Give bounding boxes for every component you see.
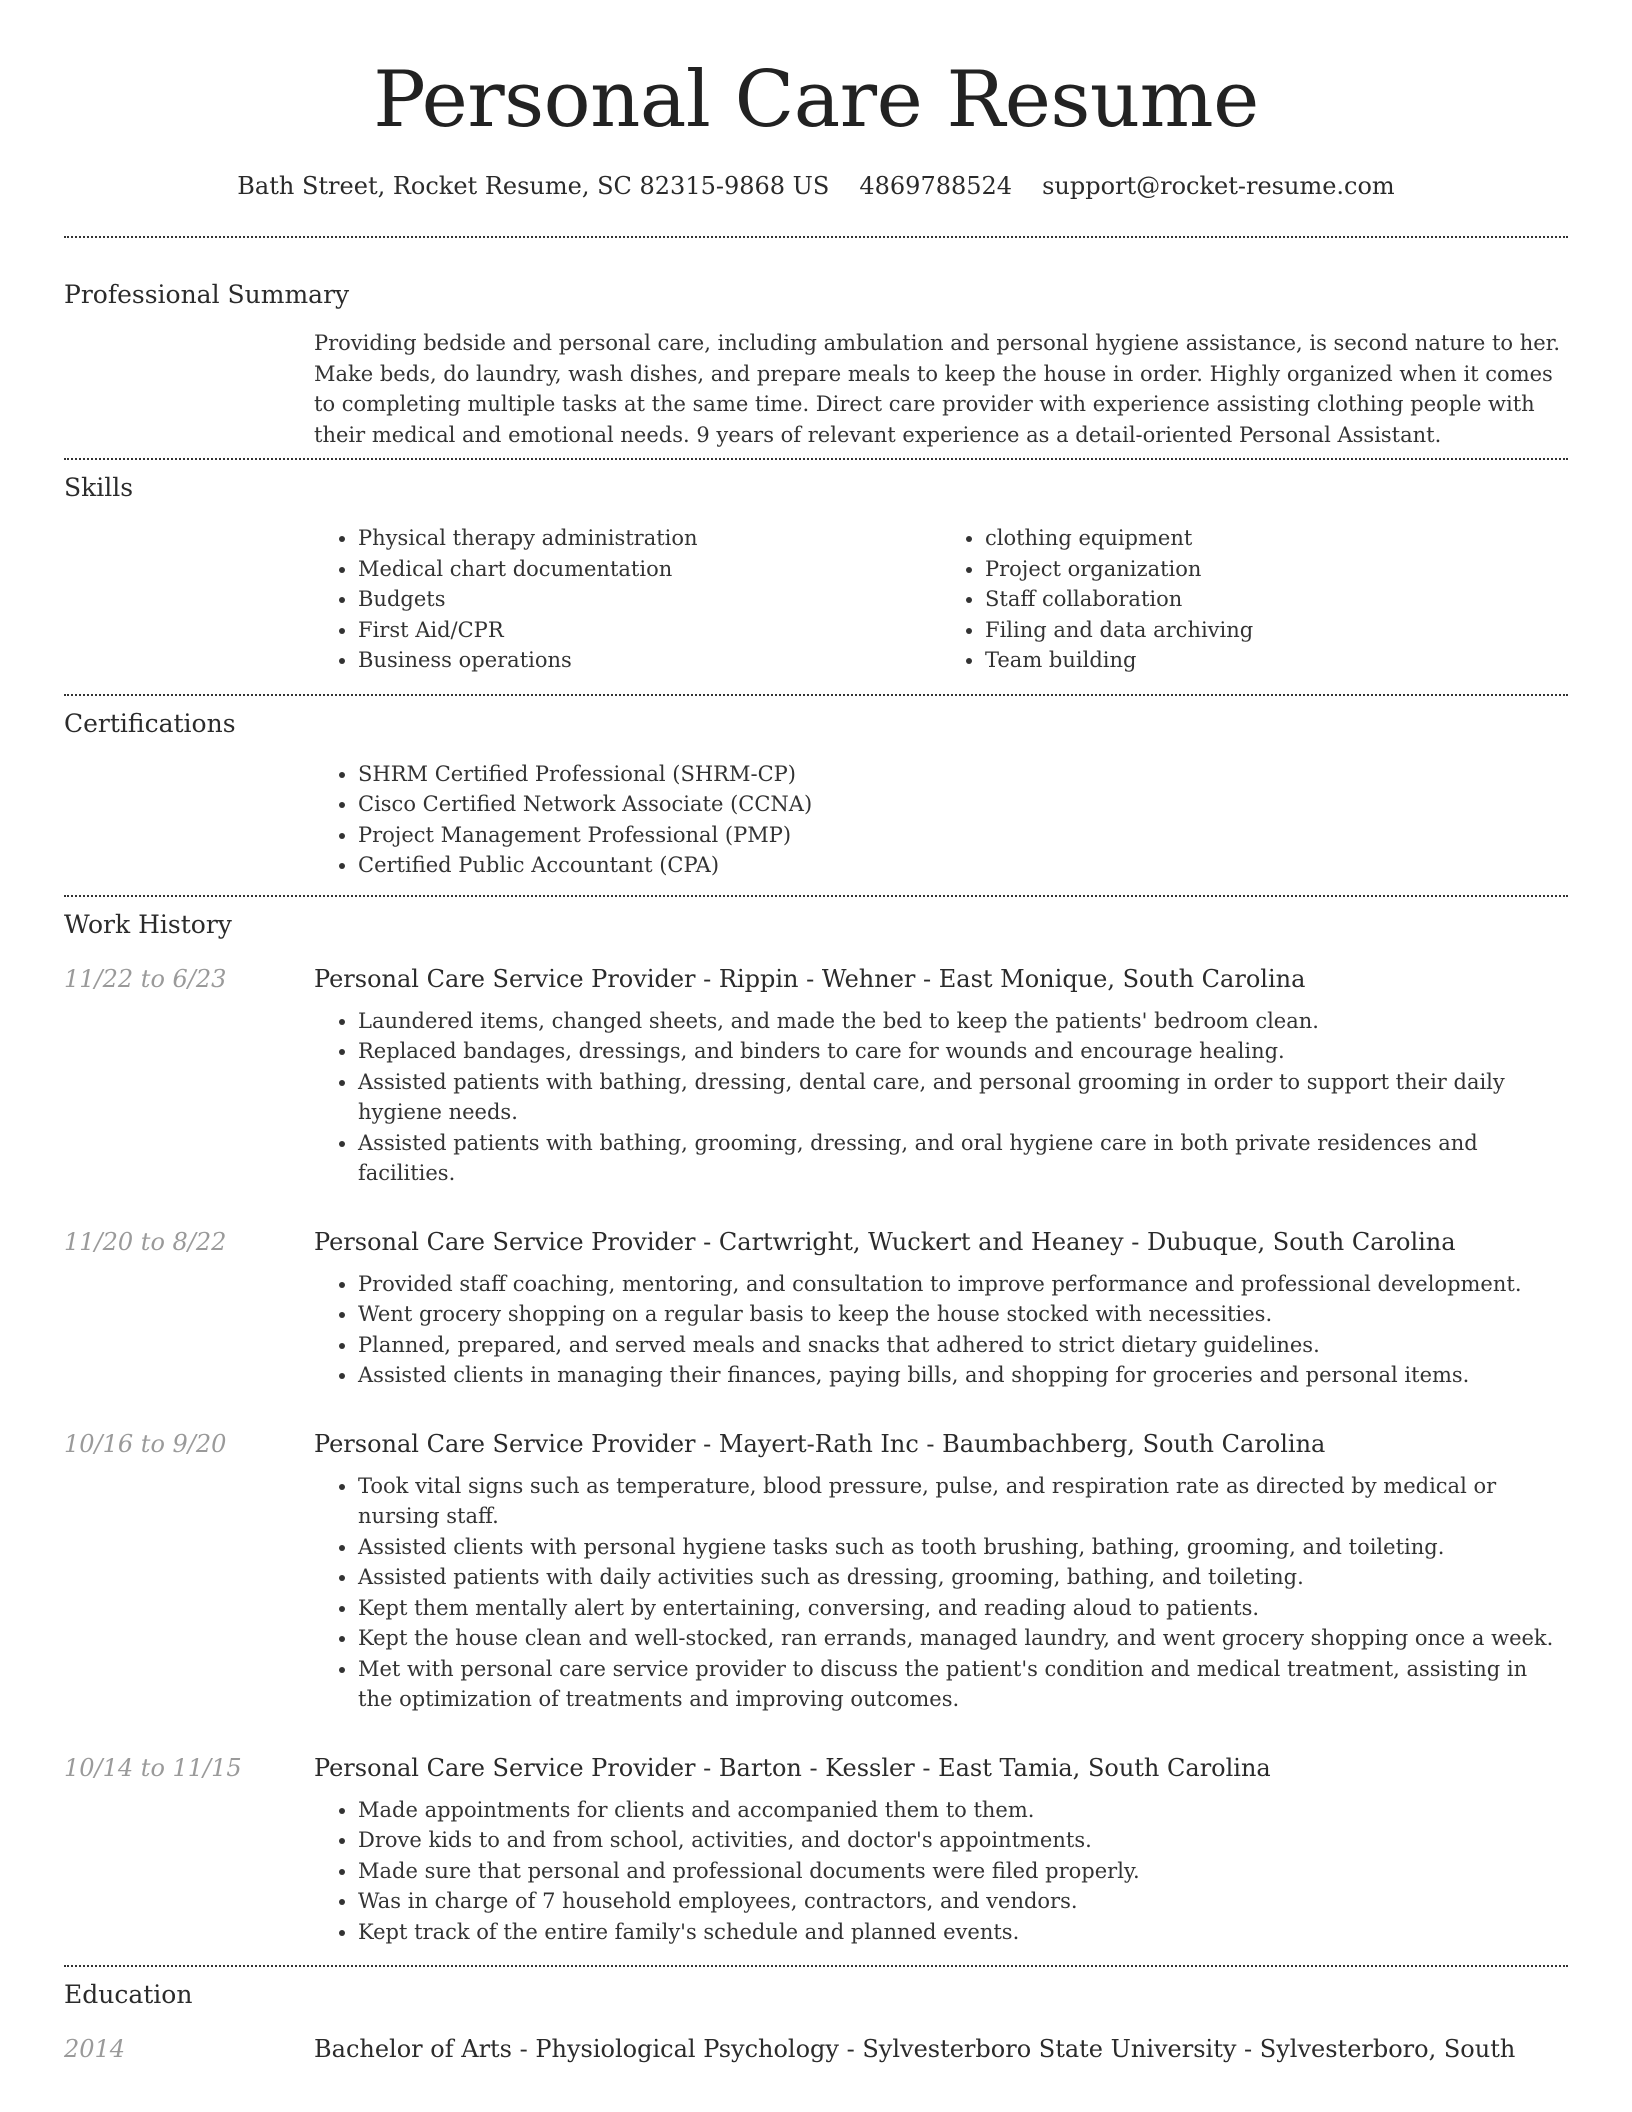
- job-bullet: • Made appointments for clients and accompanied them to them.: [358, 1795, 1568, 1826]
- skill-item: • Physical therapy administration: [358, 523, 941, 554]
- job-bullet: • Laundered items, changed sheets, and made the bed to keep the patients' bedroom clean.: [358, 1006, 1568, 1037]
- job-dates: 10/14 to 11/15: [64, 1753, 242, 1782]
- job-bullet: • Met with personal care service provider to discuss the patient's condition and medical treatment, assisting in the optimization of treatments and improving outcomes.: [358, 1654, 1568, 1715]
- certification-item: • SHRM Certified Professional (SHRM-CP): [358, 759, 1568, 790]
- education-heading: Education: [64, 1980, 193, 2009]
- job-title: Personal Care Service Provider - Cartwright, Wuckert and Heaney - Dubuque, South Carolina: [314, 1227, 1456, 1256]
- education-section: [64, 1967, 1568, 2066]
- skill-item: • Medical chart documentation: [358, 554, 941, 585]
- job-bullets: [314, 1269, 1568, 1391]
- job-bullet: • Made sure that personal and professional documents were filed properly.: [358, 1856, 1568, 1887]
- job-bullet: • Kept track of the entire family's schedule and planned events.: [358, 1917, 1568, 1948]
- job-dates: 11/20 to 8/22: [64, 1227, 227, 1256]
- skill-item: • Team building: [985, 645, 1568, 676]
- job-bullets: [314, 1006, 1568, 1189]
- job-bullet: • Kept the house clean and well-stocked, ran errands, managed laundry, and went grocery shopping once a week.: [358, 1623, 1568, 1654]
- skill-item: • Budgets: [358, 584, 941, 615]
- certifications-list: [314, 759, 1568, 881]
- education-title: Bachelor of Arts - Physiological Psychology - Sylvesterboro State University - Sylvesterboro, South: [314, 2035, 1516, 2063]
- certifications-heading: Certifications: [64, 708, 236, 738]
- certification-item: • Certified Public Accountant (CPA): [358, 850, 1568, 881]
- job-dates: 10/16 to 9/20: [64, 1429, 227, 1458]
- skills-heading: Skills: [64, 473, 134, 502]
- skills-column-right: [941, 523, 1568, 676]
- job-bullet: • Assisted clients in managing their finances, paying bills, and shopping for groceries and personal items.: [358, 1360, 1568, 1391]
- job-bullet: • Assisted patients with daily activities such as dressing, grooming, bathing, and toileting.: [358, 1562, 1568, 1593]
- education-dates: 2014: [64, 2035, 126, 2063]
- certification-item: • Project Management Professional (PMP): [358, 820, 1568, 851]
- page-title: Personal Care Resume: [373, 55, 1259, 145]
- skill-item: • Business operations: [358, 645, 941, 676]
- skill-item: • clothing equipment: [985, 523, 1568, 554]
- job-bullet: • Assisted clients with personal hygiene tasks such as tooth brushing, bathing, grooming, and toileting.: [358, 1532, 1568, 1563]
- resume-page: [64, 0, 1568, 2066]
- job-dates: 11/22 to 6/23: [64, 964, 227, 993]
- certification-item: • Cisco Certified Network Associate (CCNA): [358, 789, 1568, 820]
- job-bullet: • Went grocery shopping on a regular basis to keep the house stocked with necessities.: [358, 1299, 1568, 1330]
- summary-text: Providing bedside and personal care, including ambulation and personal hygiene assistance, is second nature to her. Make beds, do laundry, wash dishes, and prepare meals to keep the house in order. Highly organized when it comes to completing multiple tasks at the same time. Direct care provider with experience assisting clothing people with their medical and emotional needs. 9 years of relevant experience as a detail-oriented Personal Assistant.: [314, 331, 1561, 447]
- job-bullet: • Kept them mentally alert by entertaining, conversing, and reading aloud to patients.: [358, 1593, 1568, 1624]
- job-bullet: • Was in charge of 7 household employees, contractors, and vendors.: [358, 1886, 1568, 1917]
- job-bullet: • Planned, prepared, and served meals and snacks that adhered to strict dietary guidelines.: [358, 1330, 1568, 1361]
- job-entry: [64, 1225, 1568, 1391]
- work-history-heading: Work History: [64, 909, 232, 939]
- skill-item: • Filing and data archiving: [985, 615, 1568, 646]
- contact-line: [64, 170, 1568, 202]
- job-bullet: • Assisted patients with bathing, dressing, dental care, and personal grooming in order to support their daily hygiene needs.: [358, 1067, 1568, 1128]
- contact-address: Bath Street, Rocket Resume, SC 82315-9868 US: [237, 172, 830, 200]
- job-bullet: • Drove kids to and from school, activities, and doctor's appointments.: [358, 1825, 1568, 1856]
- work-history-section: [64, 897, 1568, 1966]
- job-bullets: [314, 1795, 1568, 1948]
- summary-heading: Professional Summary: [64, 280, 350, 309]
- skills-section: [64, 460, 1568, 694]
- skill-item: • Project organization: [985, 554, 1568, 585]
- job-entry: [64, 1751, 1568, 1948]
- job-title: Personal Care Service Provider - Rippin - Wehner - East Monique, South Carolina: [314, 964, 1306, 993]
- contact-phone: 4869788524: [859, 172, 1013, 200]
- skill-item: • First Aid/CPR: [358, 615, 941, 646]
- job-entry: [64, 962, 1568, 1189]
- job-bullet: • Replaced bandages, dressings, and binders to care for wounds and encourage healing.: [358, 1036, 1568, 1067]
- skills-list: [314, 523, 1568, 676]
- contact-email: support@rocket-resume.com: [1042, 172, 1395, 200]
- job-bullet: • Assisted patients with bathing, grooming, dressing, and oral hygiene care in both private residences and facilities.: [358, 1128, 1568, 1189]
- summary-section: [64, 238, 1568, 450]
- job-entry: [64, 1427, 1568, 1715]
- job-title: Personal Care Service Provider - Barton - Kessler - East Tamia, South Carolina: [314, 1753, 1271, 1782]
- job-bullet: • Took vital signs such as temperature, blood pressure, pulse, and respiration rate as directed by medical or nursing staff.: [358, 1471, 1568, 1532]
- skills-column-left: [314, 523, 941, 676]
- job-bullet: • Provided staff coaching, mentoring, and consultation to improve performance and professional development.: [358, 1269, 1568, 1300]
- certifications-section: [64, 696, 1568, 895]
- job-bullets: [314, 1471, 1568, 1715]
- job-title: Personal Care Service Provider - Mayert-Rath Inc - Baumbachberg, South Carolina: [314, 1429, 1326, 1458]
- skill-item: • Staff collaboration: [985, 584, 1568, 615]
- education-entry: [64, 2032, 1568, 2066]
